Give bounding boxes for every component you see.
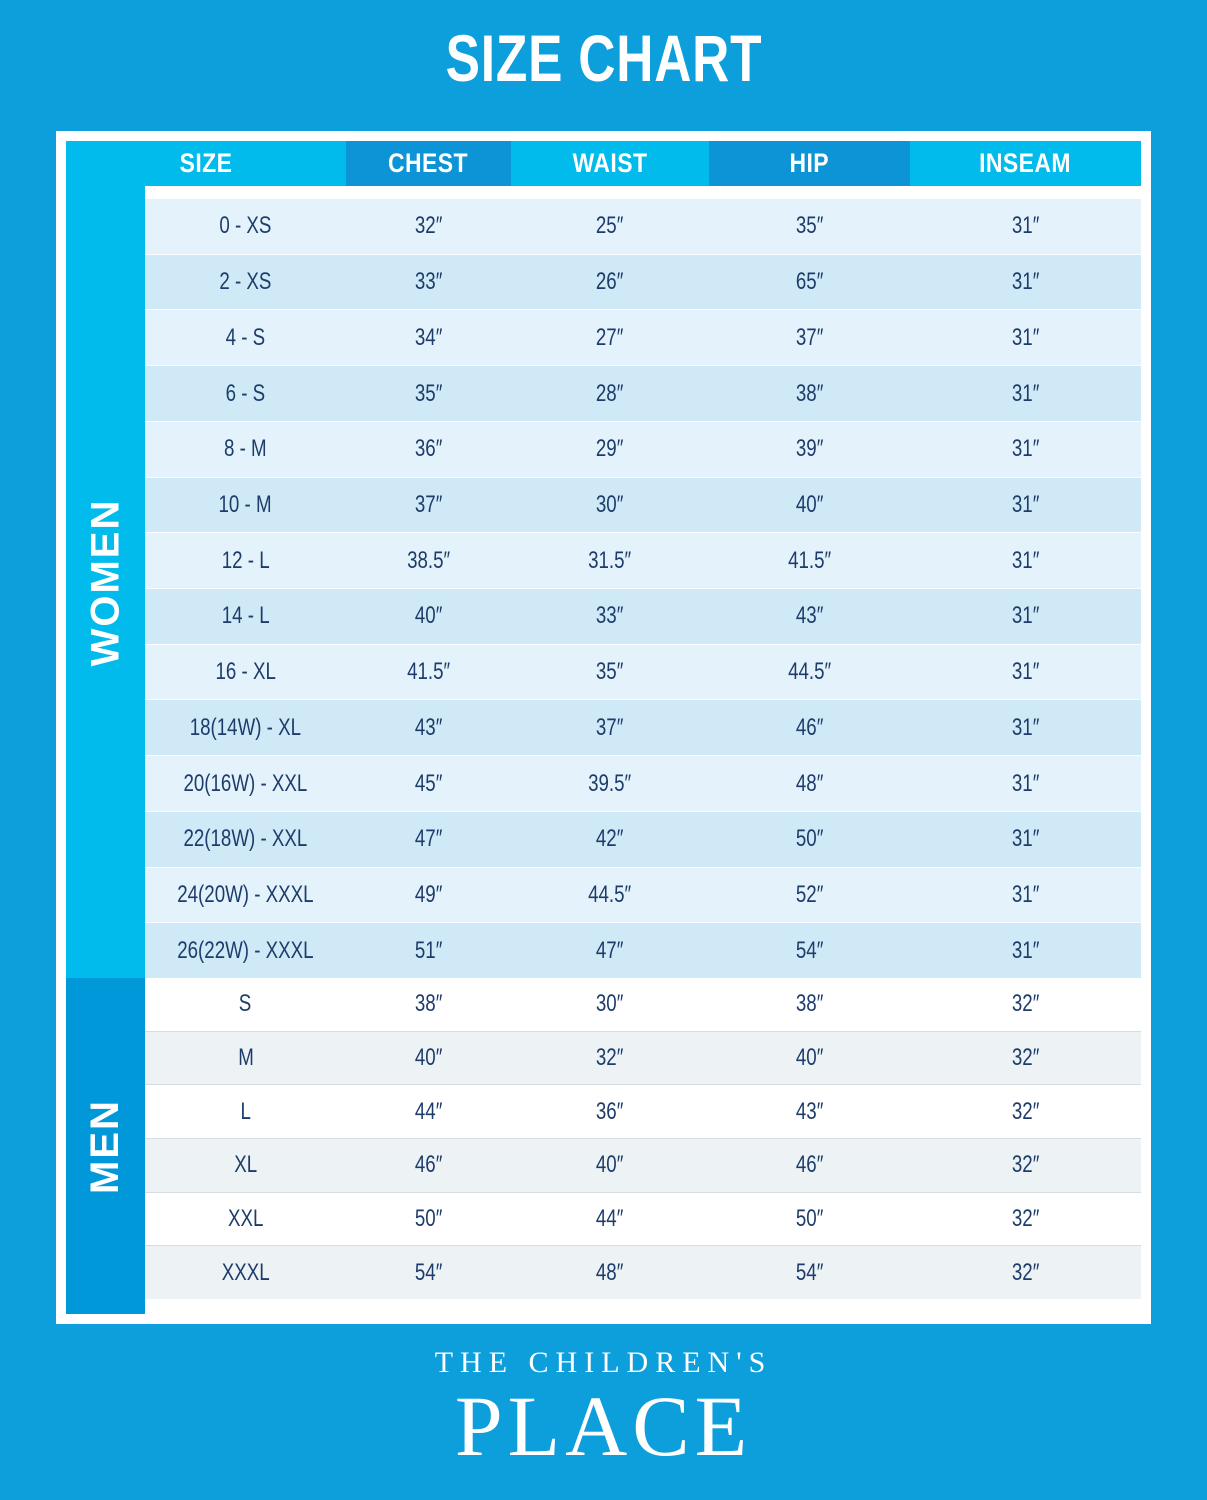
size-cell [145, 645, 346, 700]
cell-value: 47″ [596, 936, 624, 964]
cell-value: 14 - L [221, 602, 270, 630]
cell-value: 0 - XS [219, 212, 272, 240]
column-header-chest-label: CHEST [388, 148, 469, 178]
cell-value: M [237, 1044, 254, 1071]
measurement-cell [910, 310, 1141, 365]
cell-value: 30″ [596, 490, 624, 518]
cell-value: 39.5″ [588, 769, 632, 797]
measurement-cell [346, 923, 511, 978]
measurement-cell [910, 868, 1141, 923]
measurement-cell [910, 1246, 1141, 1299]
page-title-wrap [0, 21, 1207, 95]
cell-value: 42″ [596, 825, 624, 853]
cell-value: 6 - S [225, 379, 266, 407]
measurement-cell [910, 1085, 1141, 1138]
brand-name-line2: PLACE [454, 1378, 753, 1474]
table-row [145, 421, 1141, 477]
cell-value: 54″ [795, 936, 824, 964]
cell-value: 31″ [1011, 880, 1040, 908]
table-row [145, 365, 1141, 421]
cell-value: 31″ [1011, 323, 1040, 351]
measurement-cell [709, 868, 910, 923]
measurement-cell [709, 756, 910, 811]
measurement-cell [511, 589, 709, 644]
section-label-women: WOMEN [83, 498, 128, 666]
measurement-cell [709, 812, 910, 867]
cell-value: 47″ [414, 825, 443, 853]
measurement-cell [910, 533, 1141, 588]
cell-value: 31″ [1011, 713, 1040, 741]
cell-value: 20(16W) - XXL [183, 769, 308, 797]
cell-value: 44.5″ [588, 880, 632, 908]
measurement-cell [511, 199, 709, 254]
cell-value: 31″ [1011, 435, 1040, 463]
cell-value: L [240, 1097, 251, 1125]
measurement-cell [511, 1139, 709, 1192]
measurement-cell [709, 478, 910, 533]
cell-value: 44″ [596, 1205, 624, 1233]
brand-name-line1: THE CHILDREN'S [434, 1346, 773, 1379]
cell-value: 52″ [795, 880, 824, 908]
table-row [145, 588, 1141, 644]
header-gap [145, 186, 1141, 199]
measurement-cell [511, 533, 709, 588]
size-cell [145, 978, 346, 1031]
table-row [145, 1138, 1141, 1192]
measurement-cell [511, 812, 709, 867]
brand-footer [0, 1345, 1207, 1474]
measurement-cell [709, 589, 910, 644]
measurement-cell [709, 366, 910, 421]
cell-value: 40″ [414, 1044, 443, 1071]
size-cell [145, 1139, 346, 1192]
measurement-cell [910, 1139, 1141, 1192]
cell-value: 35″ [414, 379, 443, 407]
size-cell [145, 366, 346, 421]
table-row [145, 1084, 1141, 1138]
column-header-inseam [910, 141, 1141, 186]
page-title: SIZE CHART [445, 21, 762, 95]
cell-value: 50″ [795, 825, 824, 853]
cell-value: 45″ [414, 769, 443, 797]
measurement-cell [511, 1032, 709, 1085]
cell-value: 38″ [795, 379, 824, 407]
cell-value: 50″ [795, 1205, 824, 1233]
column-header-waist-label: WAIST [572, 148, 648, 178]
measurement-cell [346, 199, 511, 254]
cell-value: 31″ [1011, 490, 1040, 518]
measurement-cell [511, 868, 709, 923]
measurement-cell [910, 812, 1141, 867]
measurement-cell [910, 645, 1141, 700]
cell-value: 31″ [1011, 936, 1040, 964]
cell-value: 40″ [795, 1044, 824, 1071]
cell-value: 22(18W) - XXL [183, 825, 308, 853]
cell-value: 54″ [414, 1258, 443, 1286]
size-cell [145, 700, 346, 755]
measurement-cell [910, 978, 1141, 1031]
measurement-cell [910, 478, 1141, 533]
size-cell [145, 478, 346, 533]
measurement-cell [709, 1139, 910, 1192]
cell-value: 26″ [596, 268, 624, 296]
cell-value: 43″ [414, 713, 443, 741]
cell-value: 46″ [795, 713, 824, 741]
size-cell [145, 589, 346, 644]
measurement-cell [346, 1193, 511, 1246]
cell-value: 44″ [414, 1097, 443, 1125]
cell-value: 38.5″ [406, 546, 451, 574]
cell-value: 31″ [1011, 769, 1040, 797]
cell-value: 40″ [795, 490, 824, 518]
cell-value: 48″ [596, 1258, 624, 1286]
cell-value: 35″ [795, 212, 824, 240]
cell-value: 31″ [1011, 546, 1040, 574]
cell-value: 65″ [795, 268, 824, 296]
cell-value: 39″ [795, 435, 824, 463]
measurement-cell [346, 366, 511, 421]
measurement-cell [910, 923, 1141, 978]
measurement-cell [709, 923, 910, 978]
measurement-cell [709, 700, 910, 755]
cell-value: XXL [227, 1205, 264, 1233]
cell-value: 48″ [795, 769, 824, 797]
cell-value: 43″ [795, 602, 824, 630]
cell-value: 40″ [596, 1151, 624, 1179]
size-cell [145, 923, 346, 978]
table-row [145, 477, 1141, 533]
measurement-cell [910, 255, 1141, 310]
cell-value: 31″ [1011, 825, 1040, 853]
measurement-cell [511, 1246, 709, 1299]
measurement-cell [910, 700, 1141, 755]
cell-value: 36″ [414, 435, 443, 463]
cell-value: 28″ [596, 379, 624, 407]
measurement-cell [910, 199, 1141, 254]
measurement-cell [346, 812, 511, 867]
measurement-cell [346, 1139, 511, 1192]
cell-value: 27″ [596, 323, 624, 351]
cell-value: 26(22W) - XXXL [177, 936, 314, 964]
table-row [145, 532, 1141, 588]
table-row [145, 1245, 1141, 1299]
measurement-cell [346, 756, 511, 811]
cell-value: 2 - XS [219, 268, 272, 296]
table-row [145, 644, 1141, 700]
measurement-cell [709, 255, 910, 310]
measurement-cell [511, 1193, 709, 1246]
size-cell [145, 255, 346, 310]
table-header-row [66, 141, 1141, 186]
cell-value: 32″ [1011, 1151, 1040, 1179]
women-rows [145, 199, 1141, 978]
cell-value: 33″ [596, 602, 624, 630]
cell-value: 46″ [414, 1151, 443, 1179]
column-header-chest [346, 141, 511, 186]
column-header-hip-label: HIP [789, 148, 830, 178]
measurement-cell [346, 868, 511, 923]
cell-value: 37″ [596, 713, 624, 741]
measurement-cell [910, 366, 1141, 421]
cell-value: 24(20W) - XXXL [177, 880, 314, 908]
cell-value: XL [234, 1151, 257, 1179]
measurement-cell [709, 1193, 910, 1246]
column-header-size-label: SIZE [179, 148, 233, 178]
table-row [145, 811, 1141, 867]
measurement-cell [709, 978, 910, 1031]
cell-value: 32″ [1011, 1097, 1040, 1125]
measurement-cell [709, 533, 910, 588]
size-cell [145, 756, 346, 811]
size-cell [145, 1193, 346, 1246]
size-cell [145, 310, 346, 365]
table-row [145, 699, 1141, 755]
measurement-cell [709, 199, 910, 254]
cell-value: 41.5″ [787, 546, 832, 574]
column-header-size [66, 141, 346, 186]
cell-value: 10 - M [218, 490, 273, 518]
measurement-cell [511, 310, 709, 365]
cell-value: 16 - XL [215, 658, 276, 686]
measurement-cell [709, 1085, 910, 1138]
size-chart-panel [56, 131, 1151, 1324]
cell-value: 37″ [795, 323, 824, 351]
measurement-cell [511, 255, 709, 310]
measurement-cell [346, 422, 511, 477]
table-data-column [145, 186, 1141, 1314]
size-cell [145, 199, 346, 254]
measurement-cell [346, 533, 511, 588]
cell-value: 32″ [414, 212, 443, 240]
measurement-cell [709, 1246, 910, 1299]
measurement-cell [709, 645, 910, 700]
measurement-cell [709, 422, 910, 477]
cell-value: 30″ [596, 990, 624, 1018]
section-band-women [66, 186, 145, 978]
cell-value: 36″ [596, 1097, 624, 1125]
size-cell [145, 422, 346, 477]
cell-value: 50″ [414, 1205, 443, 1233]
table-row [145, 922, 1141, 978]
measurement-cell [511, 923, 709, 978]
measurement-cell [346, 310, 511, 365]
table-row [145, 978, 1141, 1031]
size-cell [145, 868, 346, 923]
cell-value: 32″ [1011, 1205, 1040, 1233]
cell-value: 41.5″ [406, 658, 451, 686]
column-header-hip [709, 141, 910, 186]
table-body [66, 186, 1141, 1314]
measurement-cell [910, 756, 1141, 811]
cell-value: 32″ [1011, 1258, 1040, 1286]
cell-value: 32″ [596, 1044, 624, 1071]
section-band-column [66, 186, 145, 1314]
measurement-cell [346, 478, 511, 533]
column-header-inseam-label: INSEAM [979, 148, 1072, 178]
size-cell [145, 1085, 346, 1138]
measurement-cell [346, 1246, 511, 1299]
cell-value: 4 - S [225, 323, 266, 351]
cell-value: 33″ [414, 268, 443, 296]
cell-value: 40″ [414, 602, 443, 630]
column-header-waist [511, 141, 709, 186]
measurement-cell [910, 1032, 1141, 1085]
section-label-men: MEN [83, 1098, 128, 1194]
cell-value: 38″ [414, 990, 443, 1018]
table-row [145, 1031, 1141, 1085]
cell-value: 34″ [414, 323, 443, 351]
measurement-cell [511, 366, 709, 421]
men-rows [145, 978, 1141, 1299]
cell-value: 32″ [1011, 990, 1040, 1018]
measurement-cell [511, 978, 709, 1031]
cell-value: S [239, 990, 252, 1018]
cell-value: 44.5″ [787, 658, 832, 686]
measurement-cell [511, 1085, 709, 1138]
size-cell [145, 1032, 346, 1085]
measurement-cell [910, 589, 1141, 644]
cell-value: 37″ [414, 490, 443, 518]
size-chart-table [66, 141, 1141, 1314]
cell-value: 29″ [596, 435, 624, 463]
table-row [145, 309, 1141, 365]
cell-value: 43″ [795, 1097, 824, 1125]
measurement-cell [511, 700, 709, 755]
cell-value: 31″ [1011, 658, 1040, 686]
cell-value: 38″ [795, 990, 824, 1018]
size-cell [145, 1246, 346, 1299]
cell-value: 31″ [1011, 212, 1040, 240]
cell-value: 35″ [596, 658, 624, 686]
measurement-cell [709, 310, 910, 365]
table-row [145, 867, 1141, 923]
table-row [145, 199, 1141, 254]
cell-value: XXXL [221, 1258, 270, 1286]
measurement-cell [346, 645, 511, 700]
cell-value: 31″ [1011, 268, 1040, 296]
measurement-cell [346, 978, 511, 1031]
measurement-cell [511, 478, 709, 533]
cell-value: 46″ [795, 1151, 824, 1179]
section-band-men [66, 978, 145, 1314]
measurement-cell [346, 589, 511, 644]
cell-value: 8 - M [224, 435, 267, 463]
size-cell [145, 812, 346, 867]
measurement-cell [910, 422, 1141, 477]
cell-value: 18(14W) - XL [189, 713, 302, 741]
table-row [145, 1192, 1141, 1246]
measurement-cell [346, 1032, 511, 1085]
cell-value: 54″ [795, 1258, 824, 1286]
cell-value: 51″ [414, 936, 443, 964]
table-row [145, 254, 1141, 310]
cell-value: 31″ [1011, 379, 1040, 407]
cell-value: 31.5″ [588, 546, 632, 574]
measurement-cell [511, 422, 709, 477]
measurement-cell [346, 1085, 511, 1138]
table-row [145, 755, 1141, 811]
measurement-cell [709, 1032, 910, 1085]
measurement-cell [346, 700, 511, 755]
cell-value: 25″ [596, 212, 624, 240]
measurement-cell [346, 255, 511, 310]
cell-value: 12 - L [221, 546, 270, 574]
measurement-cell [910, 1193, 1141, 1246]
measurement-cell [511, 645, 709, 700]
cell-value: 32″ [1011, 1044, 1040, 1071]
measurement-cell [511, 756, 709, 811]
cell-value: 49″ [414, 880, 443, 908]
cell-value: 31″ [1011, 602, 1040, 630]
size-cell [145, 533, 346, 588]
